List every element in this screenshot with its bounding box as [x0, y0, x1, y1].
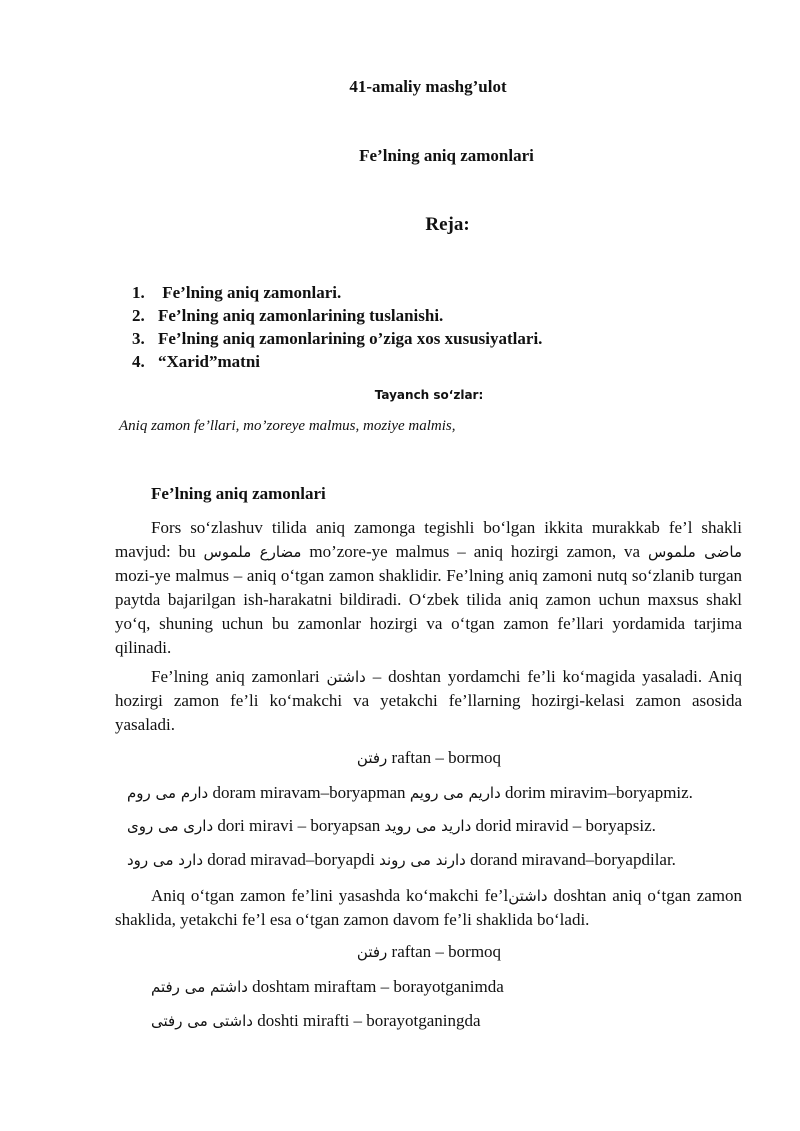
- example-heading: [0, 748, 800, 768]
- conjugation-row: [127, 816, 656, 836]
- persian-form: داشتم می رفتم: [151, 978, 248, 996]
- keywords-heading: Tayanch so‘zlar:: [374, 388, 484, 402]
- example-heading: [0, 942, 800, 962]
- transliteration: doshti mirafti – borayotganingda: [252, 1011, 481, 1030]
- paragraph-text: mozi-ye malmus – aniq o‘tgan zamon shaklidir. Fe’lning aniq zamoni nutq so‘zlanib turgan paytda bajarilgan ish-harakatni bildiradi. O‘zbek tilida aniq zamon uchun maxsus shakl yo‘q, shuning uchun bu zamonlar hozirgi va o‘tgan zamon fe’llari yordamida tarjima qilinadi.: [115, 566, 742, 657]
- transliteration: dorad miravad–boryapdi: [203, 850, 380, 869]
- plan-list: [132, 281, 542, 373]
- paragraph-text: Fe’lning aniq zamonlari: [151, 667, 327, 686]
- keywords-list: Aniq zamon fe’llari, mo’zoreye malmus, moziye malmis,: [119, 418, 456, 434]
- conjugation-row: [151, 1011, 481, 1031]
- plan-item: [132, 350, 542, 373]
- paragraph-text: Aniq o‘tgan zamon fe’lini yasashda ko‘makchi fe’l: [151, 886, 509, 905]
- plan-item: [132, 304, 542, 327]
- conjugation-row: [127, 850, 676, 870]
- transliteration: dorand miravand–boryapdilar.: [465, 850, 676, 869]
- transliteration: dorim miravim–boryapmiz.: [500, 783, 693, 802]
- persian-form: دارد می رود: [127, 851, 204, 869]
- persian-verb: رفتن: [356, 943, 388, 961]
- plan-item-number: 4.: [132, 352, 145, 371]
- page-title: 41-amaliy mashg’ulot: [349, 77, 507, 96]
- conjugation-row: [151, 977, 504, 997]
- paragraph-formation: [115, 665, 742, 737]
- paragraph-text: doshtan aniq o‘tgan zamon shaklida, yetakchi fe’l esa o‘tgan zamon davom fe’li shaklida bo‘ladi.: [115, 886, 743, 929]
- plan-item-text: Fe’lning aniq zamonlarining tuslanishi.: [158, 306, 444, 325]
- persian-form: دارم می روم: [127, 784, 209, 802]
- plan-item-text: Fe’lning aniq zamonlari.: [158, 283, 342, 302]
- persian-term: مضارع ملموس: [203, 543, 302, 561]
- transliteration: raftan – bormoq: [387, 748, 502, 767]
- persian-verb: رفتن: [356, 749, 388, 767]
- paragraph-text: mo’zore-ye malmus – aniq hozirgi zamon, va: [301, 542, 648, 561]
- section-title: Fe’lning aniq zamonlari: [151, 484, 326, 503]
- persian-form: دارید می روید: [384, 817, 472, 835]
- transliteration: dorid miravid – boryapsiz.: [471, 816, 656, 835]
- persian-form: داری می روی: [127, 817, 214, 835]
- persian-form: دارند می روند: [379, 851, 466, 869]
- plan-item-number: 3.: [132, 329, 145, 348]
- plan-item-number: 1.: [132, 283, 145, 302]
- plan-item: [132, 281, 542, 304]
- transliteration: dori miravi – boryapsan: [213, 816, 385, 835]
- lesson-topic: Fe’lning aniq zamonlari: [359, 146, 534, 165]
- persian-form: داریم می رویم: [409, 784, 501, 802]
- paragraph-intro: [115, 516, 742, 660]
- plan-item-text: “Xarid”matni: [158, 352, 260, 371]
- plan-item-text: Fe’lning aniq zamonlarining o’ziga xos xususiyatlari.: [158, 329, 543, 348]
- persian-term: داشتن: [508, 887, 548, 905]
- plan-item: [132, 327, 542, 350]
- paragraph-text: Fors so‘zlashuv tilida aniq zamonga tegishli bo‘lgan ikkita murakkab fe’l shakli mavjud: bu: [115, 518, 742, 561]
- paragraph-past: [115, 884, 742, 932]
- conjugation-row: [127, 783, 693, 803]
- plan-heading: Reja:: [425, 214, 470, 235]
- transliteration: raftan – bormoq: [387, 942, 502, 961]
- persian-term: داشتن: [326, 668, 366, 686]
- persian-form: داشتی می رفتی: [151, 1012, 253, 1030]
- transliteration: doram miravam–boryapman: [208, 783, 410, 802]
- paragraph-text: – doshtan yordamchi fe’li ko‘magida yasaladi. Aniq hozirgi zamon fe’li ko‘makchi va yetakchi fe’llarning hozirgi-kelasi zamon asosida yasaladi.: [115, 667, 743, 734]
- transliteration: doshtam miraftam – borayotganimda: [247, 977, 504, 996]
- persian-term: ماضی ملموس: [648, 543, 742, 561]
- plan-item-number: 2.: [132, 306, 145, 325]
